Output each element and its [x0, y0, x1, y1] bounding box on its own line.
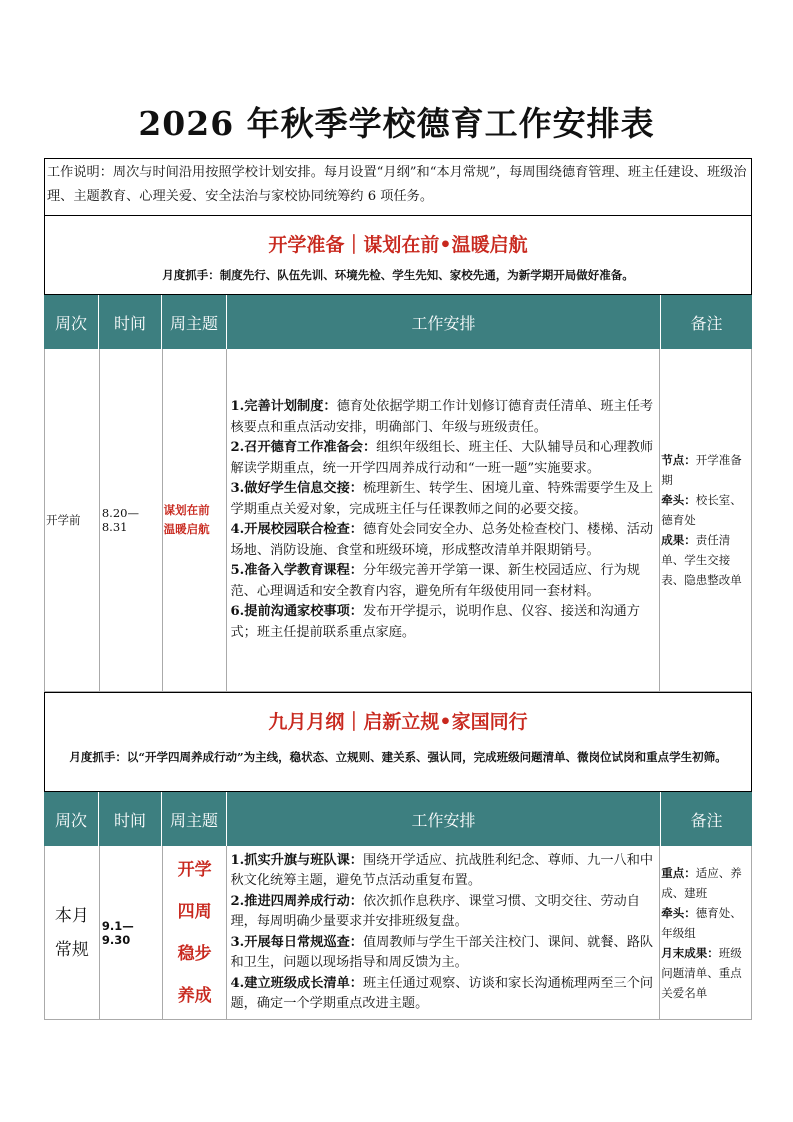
work-item-4: 4.开展校园联合检查：德育处会同安全办、总务处检查校门、楼梯、活动场地、消防设施、食堂和班级环境，形成整改清单并限期销号。 — [230, 522, 654, 558]
section2-banner-focus: 月度抓手：以“开学四周养成行动”为主线，稳状态、立规则、建关系、强认同，完成班级问题清单、微岗位试岗和重点学生初筛。 — [69, 750, 727, 764]
note-lead: 牵头：校长室、德育处 — [661, 493, 742, 527]
work-item-3: 3.做好学生信息交接：梳理新生、转学生、困境儿童、特殊需要学生及上学期重点关爱对象，完成班主任与任课教师之间的必要交接。 — [230, 481, 654, 517]
row-theme-line1: 谋划在前 — [163, 503, 210, 517]
header-theme: 周主题 — [162, 295, 227, 349]
section1-banner-title: 开学准备｜谋划在前•温暖启航 — [268, 234, 528, 256]
row-week: 开学前 — [45, 349, 100, 691]
header-note: 备注 — [661, 792, 752, 846]
row-theme — [163, 349, 228, 691]
note-lead: 牵头：德育处、年级组 — [661, 905, 742, 940]
note-result: 月末成果：班级问题清单、重点关爱名单 — [661, 945, 742, 1000]
note-focus: 重点：适应、养成、建班 — [661, 865, 742, 900]
row-theme-line3: 稳步 — [177, 943, 212, 964]
row-note — [660, 846, 751, 1019]
row-time: 9.1—9.30 — [100, 846, 163, 1019]
section1-banner-focus: 月度抓手：制度先行、队伍先训、环境先检、学生先知、家校先通，为新学期开局做好准备。 — [162, 268, 634, 282]
table-row — [44, 846, 752, 1020]
row-theme — [163, 846, 228, 1019]
row-theme-line1: 开学 — [177, 859, 212, 880]
row-week-line2: 常规 — [54, 939, 89, 960]
row-work — [227, 846, 660, 1019]
row-theme-line4: 养成 — [177, 985, 212, 1006]
section2-banner-title: 九月月纲｜启新立规•家国同行 — [268, 711, 528, 733]
work-item-1: 1.完善计划制度：德育处依据学期工作计划修订德育责任清单、班主任考核要点和重点活动安排，明确部门、年级与班级责任。 — [230, 399, 654, 435]
table-header-2 — [44, 792, 752, 846]
header-time: 时间 — [99, 295, 162, 349]
work-item-3: 3.开展每日常规巡查：值周教师与学生干部关注校门、课间、就餐、路队和卫生，问题以现场指导和周反馈为主。 — [230, 934, 654, 970]
note-result: 成果：责任清单、学生交接表、隐患整改单 — [661, 533, 742, 587]
header-week: 周次 — [44, 792, 99, 846]
header-work: 工作安排 — [227, 792, 661, 846]
work-item-2: 2.推进四周养成行动：依次抓作息秩序、课堂习惯、文明交往、劳动自理，每周明确少量要求并安排班级复盘。 — [230, 893, 640, 929]
header-theme: 周主题 — [162, 792, 227, 846]
row-note — [660, 349, 751, 691]
work-item-4: 4.建立班级成长清单：班主任通过观察、访谈和家长沟通梳理两至三个问题，确定一个学期重点改进主题。 — [230, 975, 654, 1011]
row-theme-line2: 四周 — [177, 901, 212, 922]
work-description: 工作说明：周次与时间沿用按照学校计划安排。每月设置“月纲”和“本月常规”，每周围绕德育管理、班主任建设、班级治理、主题教育、心理关爱、安全法治与家校协同统筹约 6 项任务。 — [44, 158, 752, 216]
row-theme-line2: 温暖启航 — [163, 522, 210, 536]
section2-banner — [44, 692, 752, 792]
note-node: 节点：开学准备期 — [661, 453, 742, 487]
row-week-line1: 本月 — [54, 905, 89, 926]
work-item-1: 1.抓实升旗与班队课：围绕开学适应、抗战胜利纪念、尊师、九一八和中秋文化统筹主题，避免节点活动重复布置。 — [230, 852, 654, 888]
work-item-6: 6.提前沟通家校事项：发布开学提示，说明作息、仪容、接送和沟通方式；班主任提前联系重点家庭。 — [230, 604, 640, 640]
page-title: 2026 年秋季学校德育工作安排表 — [138, 104, 655, 143]
row-week — [45, 846, 100, 1019]
header-note: 备注 — [661, 295, 752, 349]
work-item-2: 2.召开德育工作准备会：组织年级组长、班主任、大队辅导员和心理教师解读学期重点，统一开学四周养成行动和“一班一题”实施要求。 — [230, 440, 654, 476]
table-header-1 — [44, 295, 752, 349]
header-time: 时间 — [99, 792, 162, 846]
header-work: 工作安排 — [227, 295, 661, 349]
work-item-5: 5.准备入学教育课程：分年级完善开学第一课、新生校园适应、行为规范、心理调适和安全教育内容，避免所有年级使用同一套材料。 — [230, 563, 640, 599]
row-time: 8.20—8.31 — [100, 349, 163, 691]
header-week: 周次 — [44, 295, 99, 349]
section1-banner — [44, 215, 752, 295]
table-row — [44, 349, 752, 692]
row-work — [227, 349, 660, 691]
